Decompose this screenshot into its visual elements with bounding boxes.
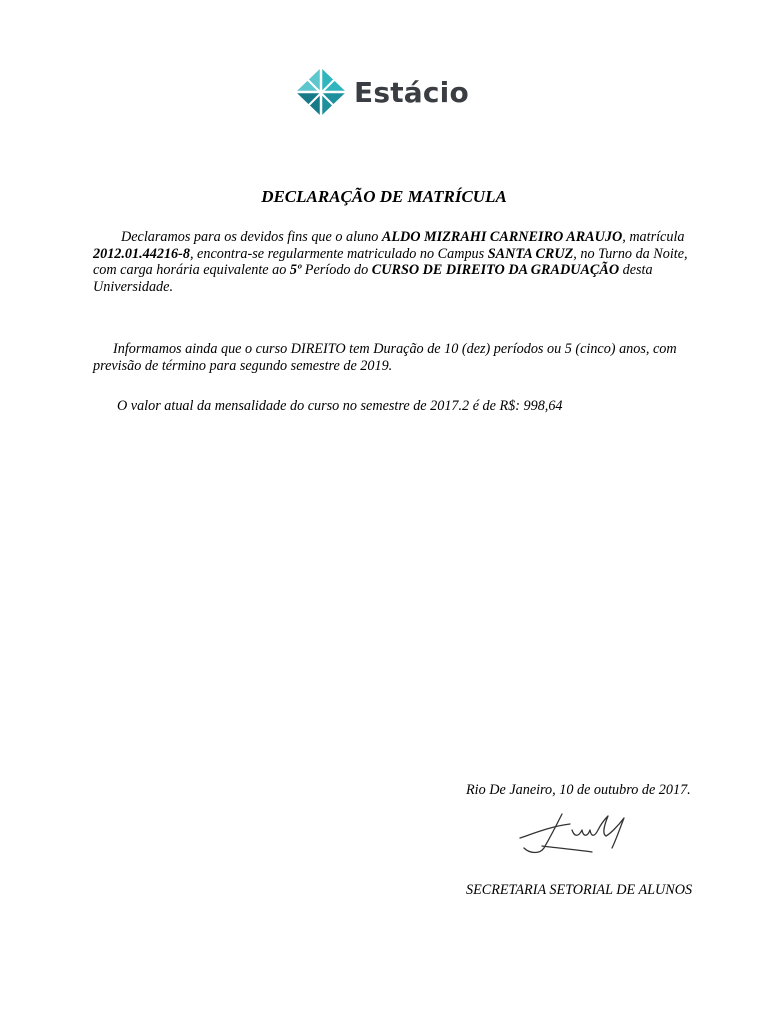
place-date: Rio De Janeiro, 10 de outubro de 2017. [466,782,691,798]
p1-text-2: , matrícula [622,229,685,245]
period-number: 5º [289,262,302,278]
student-name: ALDO MIZRAHI CARNEIRO ARAUJO [381,229,623,245]
p1-text-4: , no Turno da Noite, com carga horária equivalente ao [93,245,688,278]
estacio-logo-icon [294,66,348,118]
registration-number: 2012.01.44216-8 [93,245,190,262]
paragraph-tuition [93,398,703,415]
paragraph-duration [93,341,703,374]
paragraph-duration-text: Informamos ainda que o curso DIREITO tem Duração de 10 (dez) períodos ou 5 (cinco) anos, com previsão de término para segundo semestre de 2019. [93,341,677,374]
campus-name: SANTA CRUZ [487,245,574,262]
p1-text-5: Período do [301,262,372,278]
p1-text-1: Declaramos para os devidos fins que o aluno [121,229,382,245]
paragraph-declaration [93,229,703,295]
signature [512,808,672,861]
logo-wordmark: Estácio [354,75,469,109]
estacio-logo [294,66,469,118]
document-title [0,187,768,207]
paragraph-tuition-text: O valor atual da mensalidade do curso no semestre de 2017.2 é de R$: 998,64 [117,398,563,414]
signatory-label: SECRETARIA SETORIAL DE ALUNOS [466,882,693,898]
course-name: CURSO DE DIREITO DA GRADUAÇÃO [371,262,620,278]
document-title-text: DECLARAÇÃO DE MATRÍCULA [261,187,507,206]
p1-text-3: , encontra-se regularmente matriculado no Campus [189,245,488,262]
signature-icon [512,808,672,856]
p1-text-6: desta Universidade. [93,262,653,295]
